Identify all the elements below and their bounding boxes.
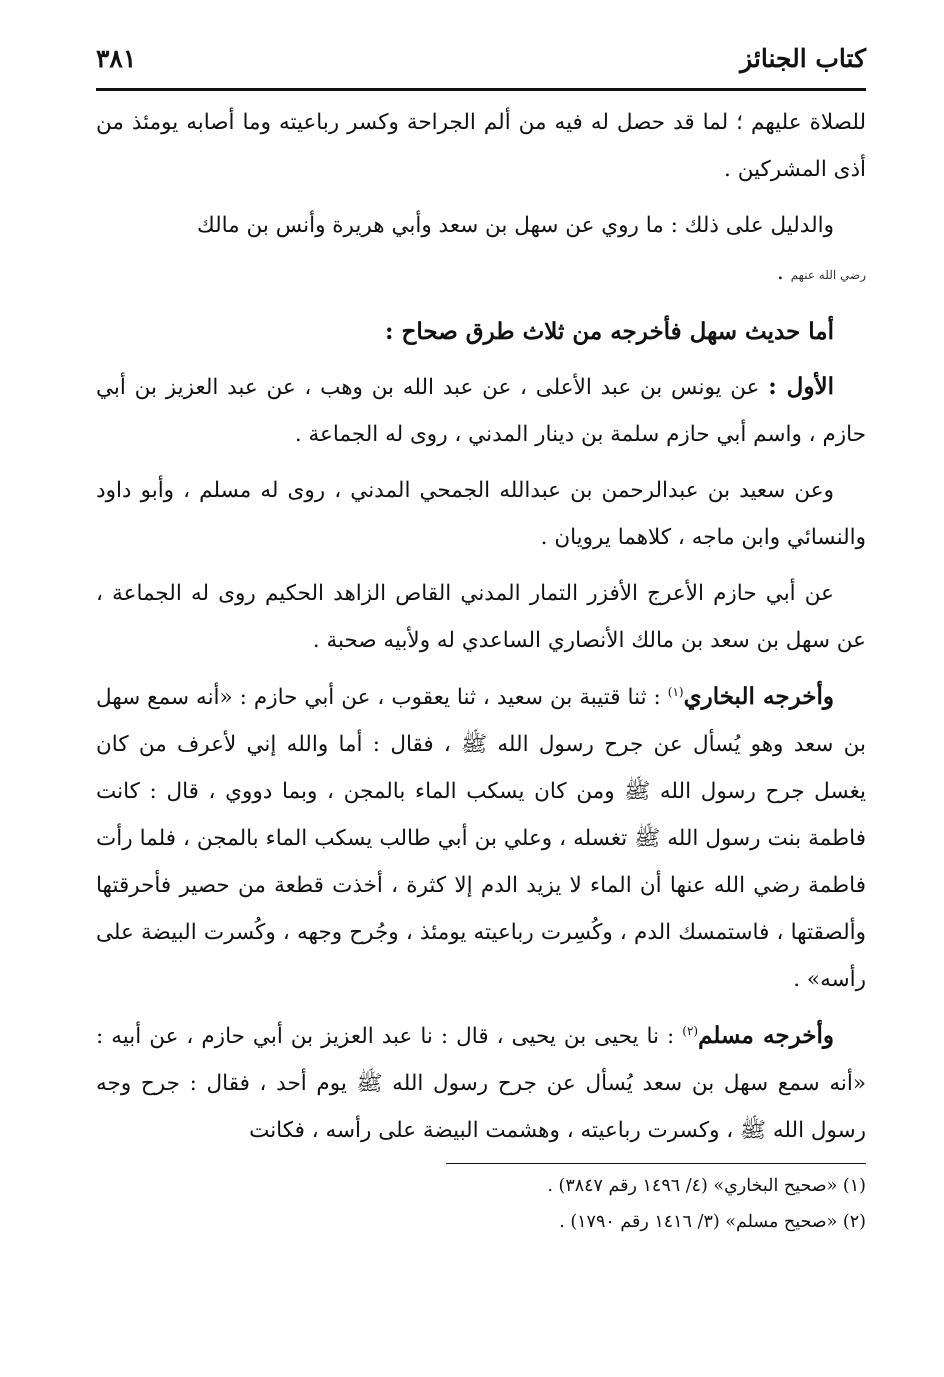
- running-header: [96, 30, 866, 91]
- paragraph-7-text: : نا يحيى بن يحيى ، قال : نا عبد العزيز بن أبي حازم ، عن أبيه : «أنه سمع سهل بن سعد يُسأل عن جرح رسول الله ﷺ يوم أحد ، فقال : جرح وجه رسول الله ﷺ ، وكسرت رباعيته ، وهشمت البيضة على رأسه ، فكانت: [96, 1024, 866, 1143]
- honorific-glyph: رضي الله عنهم: [790, 268, 866, 282]
- footnotes: [96, 1168, 866, 1240]
- footnote-ref-1[interactable]: (١): [667, 684, 684, 699]
- paragraph-3: [96, 363, 866, 458]
- paragraph-4: وعن سعيد بن عبدالرحمن بن عبدالله الجمحي المدني ، روى له مسلم ، وأبو داود والنسائي وابن ماجه ، كلاهما يرويان .: [96, 478, 866, 550]
- header-title: كتاب الجنائز: [740, 44, 866, 73]
- section-heading: أما حديث سهل فأخرجه من ثلاث طرق صحاح :: [385, 318, 834, 345]
- footnote-ref-2[interactable]: (٢): [682, 1023, 699, 1038]
- footnote-2: (٢) «صحيح مسلم» (٣/ ١٤١٦ رقم ١٧٩٠) .: [559, 1212, 866, 1232]
- footnote-1: (١) «صحيح البخاري» (٤/ ١٤٩٦ رقم ٣٨٤٧) .: [547, 1176, 866, 1196]
- paragraph-3-text: عن يونس بن عبد الأعلى ، عن عبد الله بن وهب ، عن عبد العزيز بن أبي حازم ، واسم أبي حازم سلمة بن دينار المدني ، روى له الجماعة .: [96, 375, 866, 447]
- paragraph-1: للصلاة عليهم ؛ لما قد حصل له فيه من ألم الجراحة وكسر رباعيته وما أصابه يومئذ من أذى المشركين .: [96, 110, 866, 182]
- paragraph-2-end: .: [777, 260, 791, 285]
- paragraph-6-text: : ثنا قتيبة بن سعيد ، ثنا يعقوب ، عن أبي حازم : «أنه سمع سهل بن سعد وهو يُسأل عن جرح رسول الله ﷺ ، فقال : أما والله إني لأعرف من كان يغسل جرح رسول الله ﷺ ومن كان يسكب الماء بالمجن ، وبما دووي ، قال : كانت فاطمة بنت رسول الله ﷺ تغسله ، وعلي بن أبي طالب يسكب الماء بالمجن ، فلما رأت فاطمة رضي الله عنها أن الماء لا يزيد الدم إلا كثرة ، أخذت قطعة من حصير فأحرقتها وألصقتها ، فاستمسك الدم ، وكُسِرت رباعيته يومئذ ، وجُرح وجهه ، وكُسرت البيضة على رأسه» .: [96, 685, 866, 992]
- paragraph-5: عن أبي حازم الأعرج الأفزر التمار المدني القاص الزاهد الحكيم روى له الجماعة ، عن سهل بن سعد بن مالك الأنصاري الساعدي له ولأبيه صحبة .: [96, 581, 866, 653]
- paragraph-7-lead: وأخرجه مسلم: [698, 1022, 834, 1049]
- paragraph-7: [96, 1012, 866, 1154]
- paragraph-2: [96, 202, 866, 299]
- footnote-divider: [446, 1163, 866, 1164]
- paragraph-6-lead: وأخرجه البخاري: [683, 683, 835, 710]
- page-number: ٣٨١: [96, 44, 137, 73]
- paragraph-2-text: والدليل على ذلك : ما روي عن سهل بن سعد وأبي هريرة وأنس بن مالك: [196, 213, 834, 238]
- paragraph-6: [96, 673, 866, 1003]
- book-page: [96, 30, 866, 1240]
- body-text: [96, 99, 866, 1154]
- paragraph-3-lead: الأول :: [768, 373, 834, 400]
